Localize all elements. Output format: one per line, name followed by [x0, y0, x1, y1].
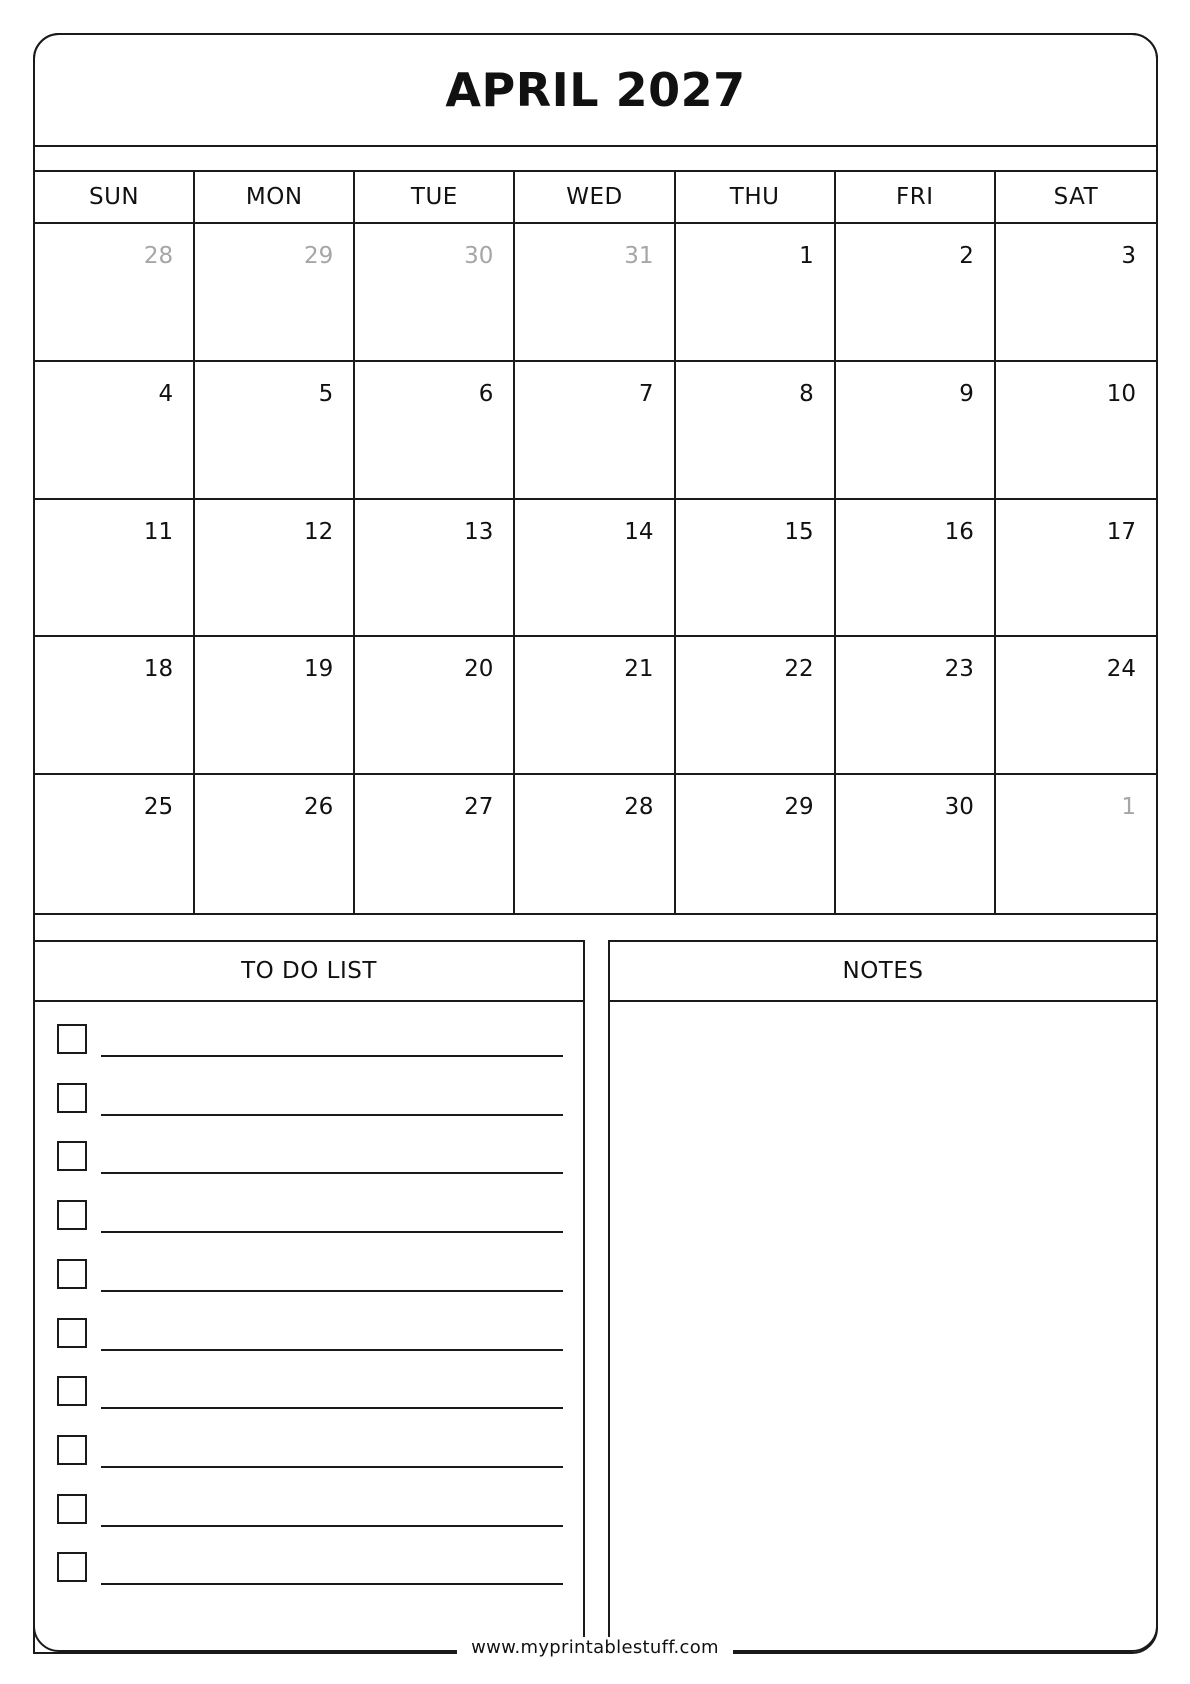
- day-number: 10: [1106, 380, 1136, 407]
- day-cell[interactable]: [195, 500, 355, 638]
- todo-item: [57, 1376, 563, 1409]
- day-number: 31: [624, 243, 654, 269]
- day-cell[interactable]: [996, 362, 1156, 500]
- todo-line[interactable]: [101, 1290, 563, 1292]
- todo-item: [57, 1200, 563, 1233]
- day-number: 28: [143, 243, 174, 269]
- todo-checkbox[interactable]: [57, 1200, 87, 1230]
- day-cell[interactable]: [996, 637, 1156, 775]
- day-number: 20: [464, 656, 494, 683]
- day-number: 25: [143, 794, 174, 821]
- todo-panel: [33, 940, 585, 1654]
- day-number: 24: [1106, 656, 1136, 683]
- notes-area[interactable]: [610, 1002, 1156, 1652]
- day-number: 3: [1121, 243, 1136, 269]
- day-cell[interactable]: [836, 637, 996, 775]
- day-number: 9: [959, 380, 974, 407]
- day-cell[interactable]: [676, 500, 836, 638]
- todo-checkbox[interactable]: [57, 1318, 87, 1348]
- day-number: 11: [143, 518, 174, 545]
- day-cell[interactable]: [35, 500, 195, 638]
- day-cell[interactable]: [195, 362, 355, 500]
- day-number: 30: [944, 794, 974, 821]
- todo-checkbox[interactable]: [57, 1024, 87, 1054]
- day-cell[interactable]: [836, 224, 996, 362]
- todo-item: [57, 1083, 563, 1116]
- day-number: 5: [318, 380, 334, 407]
- weekday-header: SAT: [996, 172, 1156, 224]
- day-number: 6: [478, 380, 494, 407]
- todo-item: [57, 1024, 563, 1057]
- todo-line[interactable]: [101, 1055, 563, 1057]
- todo-line[interactable]: [101, 1407, 563, 1409]
- day-number: 12: [304, 518, 334, 545]
- page-title: APRIL 2027: [445, 63, 746, 117]
- day-number: 1: [799, 243, 814, 269]
- footer: [0, 1637, 1190, 1658]
- day-cell[interactable]: [195, 224, 355, 362]
- todo-line[interactable]: [101, 1583, 563, 1585]
- day-number: 15: [784, 518, 814, 545]
- day-number: 29: [784, 794, 814, 821]
- day-cell[interactable]: [836, 775, 996, 913]
- weekday-header: WED: [515, 172, 675, 224]
- day-cell[interactable]: [355, 775, 515, 913]
- todo-line[interactable]: [101, 1172, 563, 1174]
- notes-title: NOTES: [610, 942, 1156, 1002]
- day-number: 4: [158, 380, 174, 407]
- day-cell[interactable]: [996, 500, 1156, 638]
- day-number: 7: [638, 380, 654, 407]
- day-cell[interactable]: [515, 775, 675, 913]
- day-number: 30: [464, 243, 494, 269]
- day-cell[interactable]: [515, 637, 675, 775]
- day-cell[interactable]: [515, 224, 675, 362]
- day-cell[interactable]: [515, 362, 675, 500]
- day-number: 23: [944, 656, 974, 683]
- weekday-header: THU: [676, 172, 836, 224]
- todo-title: TO DO LIST: [35, 942, 583, 1002]
- day-cell[interactable]: [355, 500, 515, 638]
- day-cell[interactable]: [836, 500, 996, 638]
- weekday-header: SUN: [35, 172, 195, 224]
- day-cell[interactable]: [676, 362, 836, 500]
- day-cell[interactable]: [35, 775, 195, 913]
- todo-item: [57, 1435, 563, 1468]
- weekday-header: FRI: [836, 172, 996, 224]
- weekday-header: TUE: [355, 172, 515, 224]
- day-cell[interactable]: [676, 775, 836, 913]
- day-number: 14: [624, 518, 654, 545]
- day-number: 13: [464, 518, 494, 545]
- day-cell[interactable]: [195, 775, 355, 913]
- todo-checkbox[interactable]: [57, 1141, 87, 1171]
- todo-line[interactable]: [101, 1114, 563, 1116]
- day-number: 2: [959, 243, 974, 269]
- day-cell[interactable]: [35, 637, 195, 775]
- day-number: 19: [304, 656, 334, 683]
- day-cell[interactable]: [676, 224, 836, 362]
- day-number: 18: [143, 656, 174, 683]
- todo-checkbox[interactable]: [57, 1083, 87, 1113]
- day-cell[interactable]: [355, 637, 515, 775]
- todo-line[interactable]: [101, 1349, 563, 1351]
- day-number: 21: [624, 656, 654, 683]
- day-cell[interactable]: [195, 637, 355, 775]
- day-cell[interactable]: [676, 637, 836, 775]
- todo-checkbox[interactable]: [57, 1259, 87, 1289]
- title-box: [33, 33, 1158, 147]
- todo-line[interactable]: [101, 1231, 563, 1233]
- calendar-grid: [33, 170, 1158, 915]
- weekday-header: MON: [195, 172, 355, 224]
- day-number: 8: [799, 380, 814, 407]
- todo-checkbox[interactable]: [57, 1376, 87, 1406]
- day-cell[interactable]: [515, 500, 675, 638]
- footer-url: www.myprintablestuff.com: [457, 1637, 733, 1658]
- day-cell[interactable]: [35, 224, 195, 362]
- day-number: 27: [464, 794, 494, 821]
- todo-checkbox[interactable]: [57, 1494, 87, 1524]
- todo-item: [57, 1259, 563, 1292]
- day-cell[interactable]: [996, 224, 1156, 362]
- todo-checkbox[interactable]: [57, 1552, 87, 1582]
- day-number: 26: [304, 794, 334, 821]
- day-number: 1: [1121, 794, 1136, 821]
- day-cell[interactable]: [355, 362, 515, 500]
- day-number: 29: [304, 243, 334, 269]
- todo-item: [57, 1552, 563, 1585]
- todo-line[interactable]: [101, 1466, 563, 1468]
- day-cell[interactable]: [35, 362, 195, 500]
- todo-item: [57, 1141, 563, 1174]
- day-cell[interactable]: [836, 362, 996, 500]
- todo-line[interactable]: [101, 1525, 563, 1527]
- day-number: 22: [784, 656, 814, 683]
- day-number: 16: [944, 518, 974, 545]
- todo-item: [57, 1318, 563, 1351]
- day-cell[interactable]: [996, 775, 1156, 913]
- day-number: 17: [1106, 518, 1136, 545]
- todo-checkbox[interactable]: [57, 1435, 87, 1465]
- day-number: 28: [624, 794, 654, 821]
- todo-item: [57, 1494, 563, 1527]
- notes-panel: [608, 940, 1158, 1654]
- day-cell[interactable]: [355, 224, 515, 362]
